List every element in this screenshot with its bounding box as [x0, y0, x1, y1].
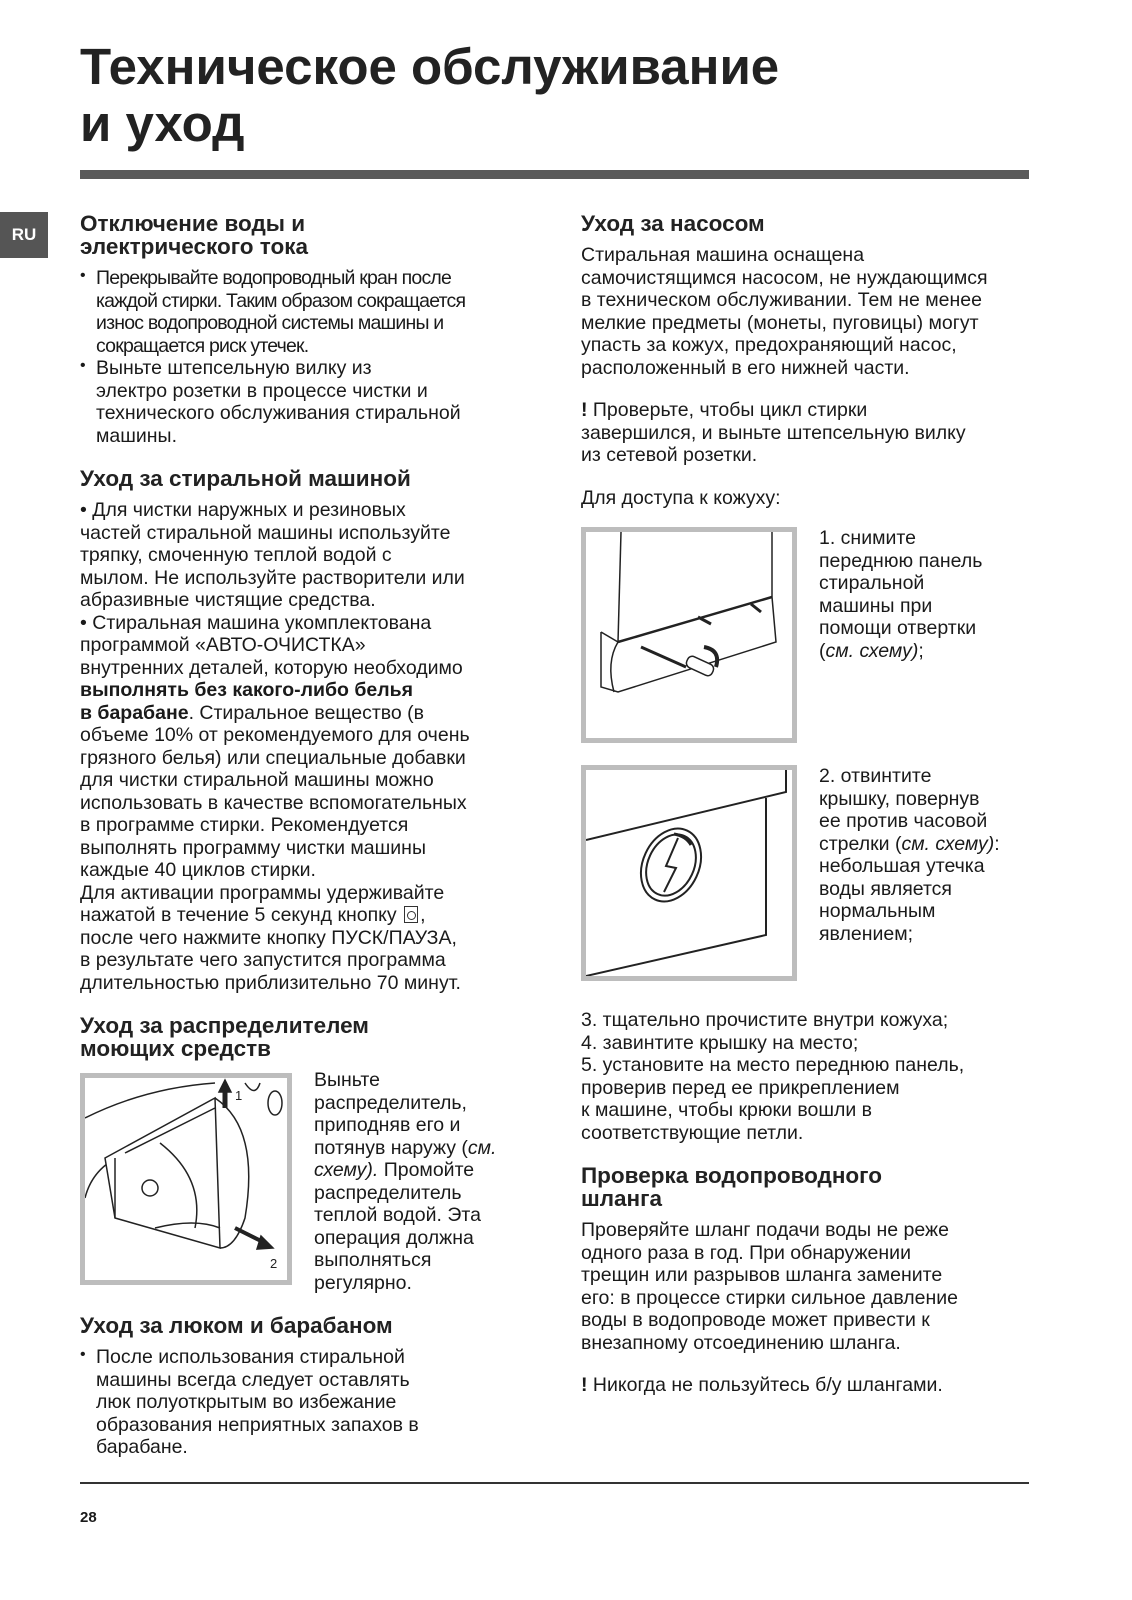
section-heading: Уход за стиральной машиной [80, 466, 411, 491]
page-title: Техническое обслуживание и уход [80, 38, 780, 152]
text: ; [918, 639, 924, 662]
section-door-drum [80, 1314, 540, 1459]
warning [581, 1374, 1031, 1397]
step-1 [819, 527, 982, 743]
dispenser-illustration [80, 1073, 292, 1285]
language-badge: RU [0, 212, 48, 258]
section-detergent-dispenser [80, 1014, 540, 1294]
section-heading: Отключение воды и электрического тока [80, 211, 309, 259]
warning [581, 399, 1031, 467]
paragraph [80, 499, 540, 994]
section-heading: Уход за люком и барабаном [80, 1313, 393, 1338]
text: 2. отвинтите крышку, повернув ее против часовой стрелки ( [819, 765, 988, 855]
bullet-text: Перекрывайте водопроводный кран после каждой стирки. Таким образом сокращается износ водопроводной системы машины и сокращается риск утечек. [96, 267, 466, 357]
paragraph: Для доступа к кожуху: [581, 486, 781, 509]
text: , после чего нажмите кнопку ПУСК/ПАУЗА, в результате чего запустится программа длительностью приблизительно 70 минут. [80, 904, 461, 994]
step-2 [819, 765, 1000, 981]
auto-clean-button-icon [404, 906, 418, 923]
section-machine-care [80, 467, 540, 994]
paragraph: Стиральная машина оснащена самочистящимся насосом, не нуждающимся в техническом обслуживании. Тем не менее мелкие предметы (монеты, пуговицы) могут упасть за кожух, предохраняющий насос, расположенный в его нижней части. [581, 244, 988, 379]
italic-text: см. схему) [825, 639, 919, 662]
bullet-text: После использования стиральной машины всегда следует оставлять люк полуоткрытым во избежание образования неприятных запахов в барабане. [96, 1346, 419, 1458]
text: • Для чистки наружных и резиновых частей стиральной машины используйте тряпку, смоченную теплой водой с мылом. Не используйте растворители или абразивные чистящие средства. • Стиральная машина укомплектована программой «АВТО-ОЧИСТКА» внутренних деталей, которую необходимо [80, 499, 465, 679]
section-heading: Уход за насосом [581, 211, 765, 236]
paragraph: Проверяйте шланг подачи воды не реже одного раза в год. При обнаружении трещин или разрывов шланга замените его: в процессе стирки сильное давление воды в водопроводе может привести к внезапному отсоединению шланга. [581, 1219, 958, 1354]
pump-cover-illustration [581, 765, 797, 981]
text: : небольшая утечка воды является нормальным явлением; [819, 832, 1000, 945]
paragraph [314, 1069, 496, 1294]
footer-divider [80, 1482, 1029, 1484]
bullet: • [80, 1346, 86, 1363]
bullet-text: Выньте штепсельную вилку из электро розетки в процессе чистки и технического обслуживания стиральной машины. [96, 357, 461, 447]
figure-label-2: 2 [270, 1256, 278, 1271]
right-column [581, 212, 1031, 1397]
list-item [80, 1346, 540, 1459]
text: Выньте распределитель, приподняв его и потянув наружу ( [314, 1069, 468, 1159]
italic-text: см. схему). [314, 1136, 497, 1181]
bullet: • [80, 267, 86, 284]
list-item [80, 267, 540, 357]
steps-list: 3. тщательно прочистите внутри кожуха; 4. завинтите крышку на место; 5. установите на место переднюю панель, проверив перед ее прикреплением к машине, чтобы крюки вошли в соответствующие петли. [581, 1009, 965, 1144]
section-water-power-off [80, 212, 540, 447]
list-item [80, 357, 540, 447]
section-heading: Проверка водопроводного шланга [581, 1163, 882, 1211]
front-panel-illustration [581, 527, 797, 743]
warning-mark: ! [581, 399, 588, 421]
text: Никогда не пользуйтесь б/у шлангами. [587, 1374, 943, 1396]
text: Промойте распределитель теплой водой. Эта операция должна выполняться регулярно. [314, 1159, 481, 1294]
italic-text: см. схему) [901, 832, 995, 855]
figure-label-1: 1 [235, 1088, 243, 1103]
text: Проверьте, чтобы цикл стирки завершился, и выньте штепсельную вилку из сетевой розетки. [581, 399, 966, 466]
section-pump-care [581, 212, 1031, 1144]
title-divider [80, 170, 1029, 179]
section-hose-check [581, 1164, 1031, 1397]
left-column [80, 212, 540, 1459]
bullet: • [80, 357, 86, 374]
warning-mark: ! [581, 1374, 588, 1396]
text: 1. снимите переднюю панель стиральной машины при помощи отвертки ( [819, 527, 983, 662]
bold-text: выполнять без какого-либо белья в барабане [80, 679, 414, 724]
text: . Стиральное вещество (в объеме 10% от рекомендуемого для очень грязного белья) или специальные добавки для чистки стиральной машины можно использовать в качестве вспомогательных в программе стирки. Рекомендуется выполнять программу чистки машины каждые 40 циклов стирки. Для активации программы удерживайте нажатой в течение 5 секунд кнопку [80, 701, 470, 926]
page-number: 28 [80, 1509, 97, 1526]
section-heading: Уход за распределителем моющих средств [80, 1013, 369, 1061]
